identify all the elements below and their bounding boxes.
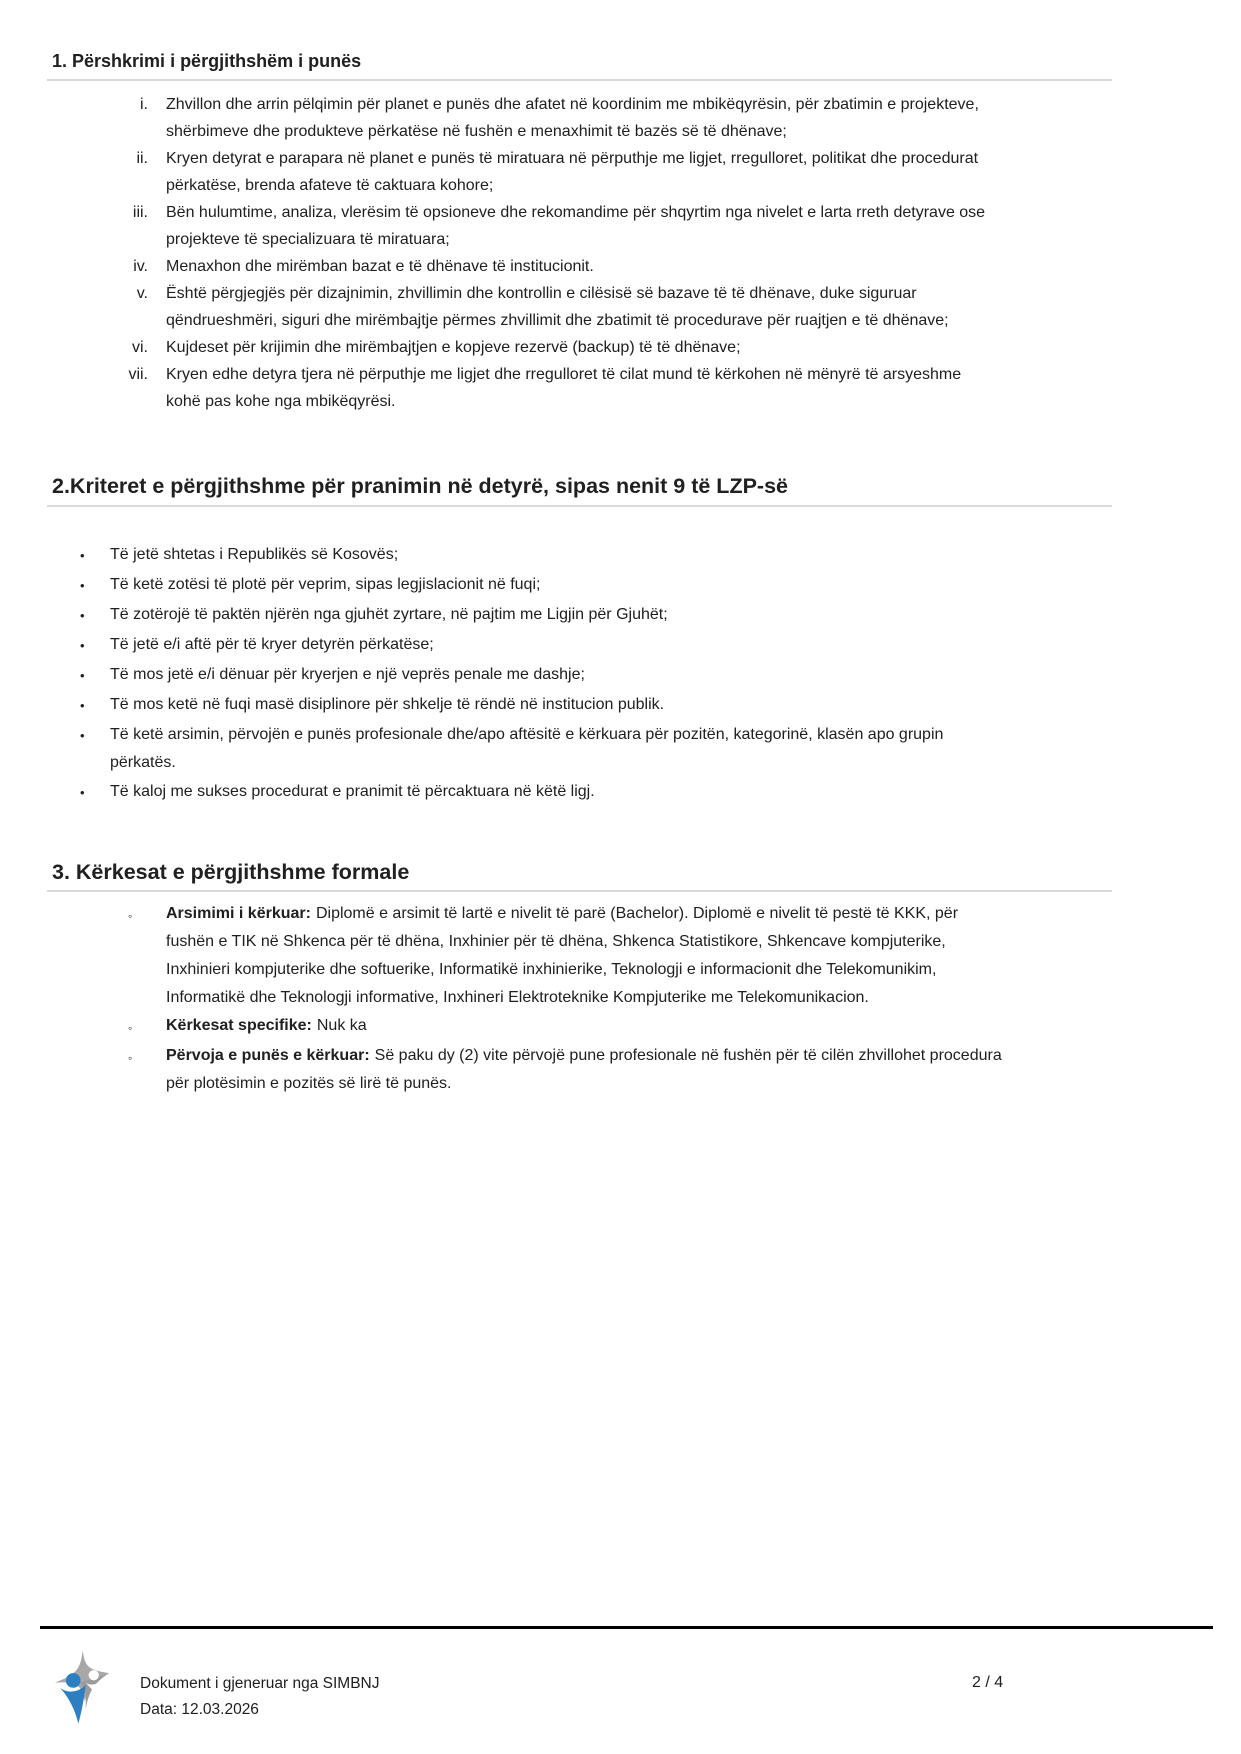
roman-numeral-marker: v. (136, 285, 148, 302)
criteria-item (80, 661, 1241, 690)
section-2-heading: 2.Kriteret e përgjithshme për pranimin në detyrë, sipas nenit 9 të LZP-së (52, 474, 788, 498)
roman-numeral-marker: vi. (132, 339, 148, 356)
heading-underline (47, 505, 1112, 507)
job-duties-list (0, 91, 1241, 415)
admission-criteria-list (80, 541, 1241, 807)
circle-bullet: ◦ (128, 909, 133, 923)
requirement-item (128, 1012, 1241, 1042)
section-3-heading: 3. Kërkesat e përgjithshme formale (52, 860, 410, 884)
roman-numeral-marker: iv. (133, 258, 148, 275)
job-duty-item (0, 361, 1241, 415)
job-duty-item (0, 253, 1241, 280)
dot-bullet: • (80, 698, 85, 713)
requirement-text: Përvoja e punës e kërkuar: Së paku dy (2) vite përvojë pune profesionale në fushën për të cilën zhvillohet procedura për plotësimin e pozitës së lirë të punës. (166, 1047, 1002, 1092)
footer-divider (40, 1626, 1213, 1629)
heading-underline (47, 79, 1112, 81)
dot-bullet: • (80, 638, 85, 653)
criteria-item (80, 601, 1241, 630)
criteria-text: Të jetë e/i aftë për të kryer detyrën përkatëse; (110, 636, 434, 653)
criteria-item (80, 691, 1241, 720)
simbnj-logo-icon (49, 1647, 115, 1727)
date-text: Data: 12.03.2026 (140, 1701, 259, 1718)
job-duty-item (0, 334, 1241, 361)
job-duty-text: Është përgjegjës për dizajnimin, zhvillimin dhe kontrollin e cilësisë së bazave të të dhënave, duke siguruar qëndrueshmëri, siguri dhe mirëmbajtje përmes zhvillimit dhe zbatimit të procedurave për ruajtjen e të dhënave; (166, 285, 949, 329)
dot-bullet: • (80, 785, 85, 800)
criteria-item (80, 721, 1241, 777)
criteria-text: Të zotërojë të paktën njërën nga gjuhët zyrtare, në pajtim me Ligjin për Gjuhët; (110, 606, 668, 623)
job-duty-text: Kryen edhe detyra tjera në përputhje me ligjet dhe rregulloret të cilat mund të kërkohen në mënyrë të arsyeshme kohë pas kohe nga mbikëqyrësi. (166, 366, 962, 410)
page-number: 2 / 4 (972, 1674, 1004, 1691)
section-1-heading: 1. Përshkrimi i përgjithshëm i punës (52, 51, 362, 71)
roman-numeral-marker: vii. (128, 366, 148, 383)
dot-bullet: • (80, 608, 85, 623)
heading-underline (47, 890, 1112, 892)
requirement-label: Përvoja e punës e kërkuar: (166, 1047, 370, 1064)
criteria-item (80, 778, 1241, 807)
formal-requirements-list (128, 900, 1241, 1098)
job-duty-item (0, 145, 1241, 199)
requirement-item (128, 900, 1241, 1012)
criteria-text: Të mos ketë në fuqi masë disiplinore për shkelje të rëndë në institucion publik. (110, 696, 665, 713)
requirement-text: Arsimimi i kërkuar: Diplomë e arsimit të lartë e nivelit të parë (Bachelor). Diplomë e nivelit të pestë të KKK, për fushën e TIK në Shkenca për të dhëna, Inxhinier për të dhëna, Shkenca Statistikore, Shkencave kompjuterike, Inxhinieri kompjuterike dhe softuerike, Informatikë inxhinierike, Teknologji e informacionit dhe Telekomunikim, Informatikë dhe Teknologji informative, Inxhineri Elektroteknike Kompjuterike me Telekomunikacion. (166, 905, 959, 1006)
criteria-text: Të ketë arsimin, përvojën e punës profesionale dhe/apo aftësitë e kërkuara për pozitën, kategorinë, klasën apo grupin përkatës. (110, 726, 944, 771)
footer-text (140, 1671, 380, 1723)
dot-bullet: • (80, 668, 85, 683)
job-duty-text: Bën hulumtime, analiza, vlerësim të opsioneve dhe rekomandime për shqyrtim nga nivelet e larta rreth detyrave ose projekteve të specializuara të miratuara; (166, 204, 986, 248)
criteria-text: Të kaloj me sukses procedurat e pranimit të përcaktuara në këtë ligj. (110, 783, 595, 800)
requirement-item (128, 1042, 1241, 1098)
roman-numeral-marker: iii. (132, 204, 148, 221)
dot-bullet: • (80, 728, 85, 743)
criteria-item (80, 541, 1241, 570)
circle-bullet: ◦ (128, 1021, 133, 1035)
criteria-item (80, 571, 1241, 600)
roman-numeral-marker: ii. (136, 150, 148, 167)
job-duty-text: Kujdeset për krijimin dhe mirëmbajtjen e kopjeve rezervë (backup) të të dhënave; (166, 339, 741, 356)
job-duty-text: Menaxhon dhe mirëmban bazat e të dhënave të institucionit. (166, 258, 594, 275)
job-duty-item (0, 280, 1241, 334)
requirement-label: Arsimimi i kërkuar: (166, 905, 311, 922)
dot-bullet: • (80, 578, 85, 593)
dot-bullet: • (80, 548, 85, 563)
job-duty-text: Zhvillon dhe arrin pëlqimin për planet e punës dhe afatet në koordinim me mbikëqyrësin, për zbatimin e projekteve, shërbimeve dhe produkteve përkatëse në fushën e menaxhimit të bazës së të dhënave; (166, 96, 979, 140)
criteria-text: Të ketë zotësi të plotë për veprim, sipas legjislacionit në fuqi; (110, 576, 541, 593)
roman-numeral-marker: i. (140, 96, 148, 113)
job-duty-item (0, 91, 1241, 145)
requirement-label: Kërkesat specifike: (166, 1017, 312, 1034)
criteria-item (80, 631, 1241, 660)
job-duty-text: Kryen detyrat e parapara në planet e punës të miratuara në përputhje me ligjet, rregulloret, politikat dhe procedurat përkatëse, brenda afateve të caktuara kohore; (166, 150, 979, 194)
requirement-text: Kërkesat specifike: Nuk ka (166, 1017, 367, 1034)
generated-by-text: Dokument i gjeneruar nga SIMBNJ (140, 1675, 380, 1692)
circle-bullet: ◦ (128, 1051, 133, 1065)
job-duty-item (0, 199, 1241, 253)
criteria-text: Të mos jetë e/i dënuar për kryerjen e një veprës penale me dashje; (110, 666, 585, 683)
criteria-text: Të jetë shtetas i Republikës së Kosovës; (110, 546, 399, 563)
